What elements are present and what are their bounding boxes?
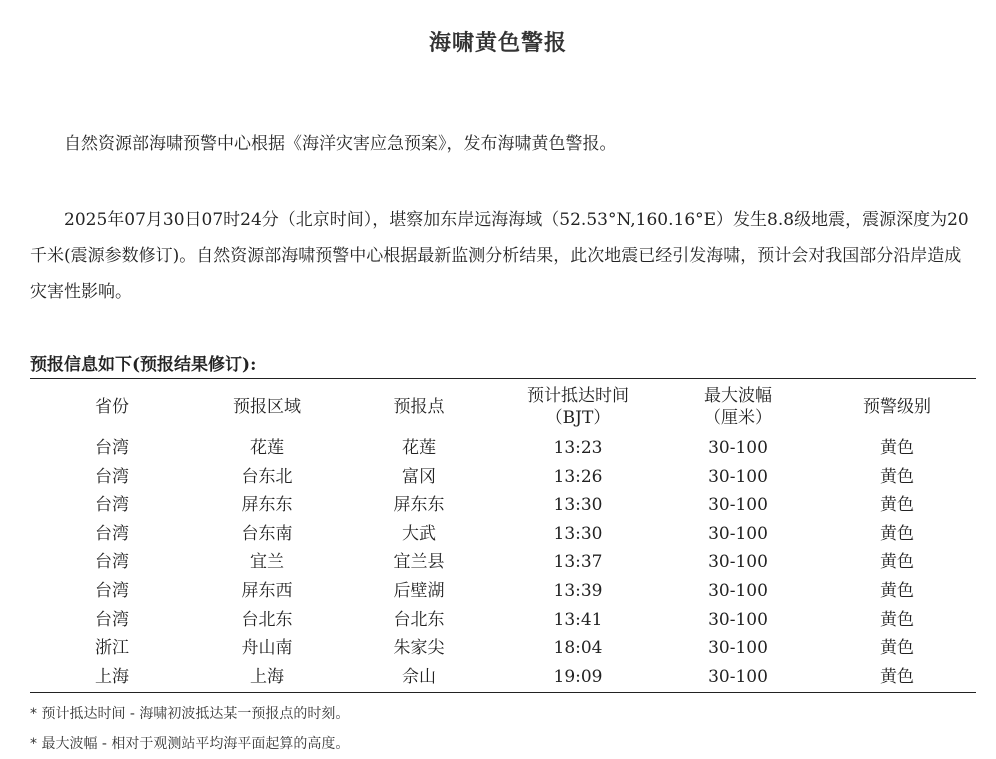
table-body	[30, 434, 976, 691]
cell-warning-level: 黄色	[880, 523, 914, 544]
cell-province: 台湾	[95, 438, 129, 458]
cell-warning-level: 黄色	[880, 609, 914, 630]
cell-arrival-time: 13:23	[553, 438, 603, 458]
cell-forecast-point: 宜兰县	[393, 552, 445, 573]
cell-forecast-point: 台北东	[393, 609, 445, 630]
earthquake-paragraph: 2025年07月30日07时24分（北京时间），堪察加东岸远海海域（52.53°N,160.16°E）发生8.8级地震，震源深度为20千米(震源参数修订)。自然资源部海啸预警中心根据最新监测分析结果，此次地震已经引发海啸，预计会对我国部分沿岸造成灾害性影响。	[30, 210, 969, 302]
cell-forecast-area: 屏东西	[241, 580, 293, 601]
cell-arrival-time: 13:41	[553, 609, 603, 630]
cell-province: 浙江	[95, 638, 129, 659]
cell-arrival-time: 13:26	[553, 466, 603, 487]
cell-forecast-point: 佘山	[402, 666, 436, 687]
cell-province: 上海	[95, 666, 129, 687]
cell-forecast-area: 台东南	[241, 523, 293, 544]
table-row	[30, 634, 976, 663]
note-arrival-time: * 预计抵达时间 - 海啸初波抵达某一预报点的时刻。	[30, 706, 350, 722]
header-forecast-area: 预报区域	[233, 397, 301, 417]
header-province: 省份	[95, 397, 129, 417]
cell-province: 台湾	[95, 552, 129, 573]
cell-forecast-point: 屏东东	[393, 495, 445, 516]
cell-province: 台湾	[95, 580, 129, 601]
cell-arrival-time: 13:30	[553, 495, 603, 516]
table-top-rule	[30, 378, 976, 379]
cell-warning-level: 黄色	[880, 638, 914, 659]
header-forecast-point: 预报点	[393, 397, 445, 417]
table-row	[30, 434, 976, 463]
cell-max-amplitude: 30-100	[708, 438, 768, 458]
cell-forecast-point: 富冈	[402, 466, 436, 487]
cell-arrival-time: 18:04	[553, 638, 603, 659]
cell-forecast-point: 花莲	[402, 438, 436, 458]
cell-arrival-time: 13:30	[553, 523, 603, 544]
cell-warning-level: 黄色	[880, 580, 914, 601]
intro-paragraph: 自然资源部海啸预警中心根据《海洋灾害应急预案》，发布海啸黄色警报。	[64, 134, 617, 154]
table-row	[30, 606, 976, 635]
cell-forecast-area: 宜兰	[250, 552, 284, 573]
cell-warning-level: 黄色	[880, 466, 914, 487]
table-row	[30, 520, 976, 549]
page-title: 海啸黄色警报	[428, 30, 567, 56]
forecast-section-title: 预报信息如下(预报结果修订):	[30, 355, 257, 375]
cell-max-amplitude: 30-100	[708, 580, 768, 601]
note-max-amplitude: * 最大波幅 - 相对于观测站平均海平面起算的高度。	[30, 736, 350, 752]
table-row	[30, 577, 976, 606]
table-row	[30, 463, 976, 492]
cell-forecast-area: 台北东	[241, 609, 293, 630]
cell-max-amplitude: 30-100	[708, 638, 768, 659]
cell-forecast-area: 花莲	[250, 438, 284, 458]
cell-arrival-time: 13:37	[553, 552, 603, 573]
cell-max-amplitude: 30-100	[708, 609, 768, 630]
cell-warning-level: 黄色	[880, 495, 914, 516]
table-bottom-rule	[30, 692, 976, 693]
table-row	[30, 548, 976, 577]
cell-max-amplitude: 30-100	[708, 552, 768, 573]
cell-forecast-area: 台东北	[241, 466, 293, 487]
forecast-table	[30, 380, 976, 691]
table-row	[30, 491, 976, 520]
cell-warning-level: 黄色	[880, 438, 914, 458]
cell-province: 台湾	[95, 466, 129, 487]
cell-forecast-point: 大武	[402, 523, 436, 544]
table-header-row	[30, 380, 976, 434]
cell-forecast-area: 屏东东	[241, 495, 293, 516]
cell-max-amplitude: 30-100	[708, 495, 768, 516]
cell-forecast-point: 朱家尖	[393, 638, 445, 659]
cell-province: 台湾	[95, 523, 129, 544]
cell-province: 台湾	[95, 495, 129, 516]
cell-forecast-area: 舟山南	[241, 638, 293, 659]
cell-max-amplitude: 30-100	[708, 523, 768, 544]
header-warning-level: 预警级别	[863, 397, 931, 417]
table-row	[30, 663, 976, 692]
cell-warning-level: 黄色	[880, 552, 914, 573]
cell-max-amplitude: 30-100	[708, 666, 768, 687]
header-max-amplitude: 最大波幅 （厘米）	[704, 386, 772, 428]
cell-max-amplitude: 30-100	[708, 466, 768, 487]
cell-arrival-time: 13:39	[553, 580, 603, 601]
cell-warning-level: 黄色	[880, 666, 914, 687]
cell-forecast-point: 后壁湖	[393, 580, 445, 601]
cell-arrival-time: 19:09	[553, 666, 603, 687]
cell-forecast-area: 上海	[250, 666, 284, 687]
header-arrival-time: 预计抵达时间 （BJT）	[527, 386, 629, 428]
cell-province: 台湾	[95, 609, 129, 630]
